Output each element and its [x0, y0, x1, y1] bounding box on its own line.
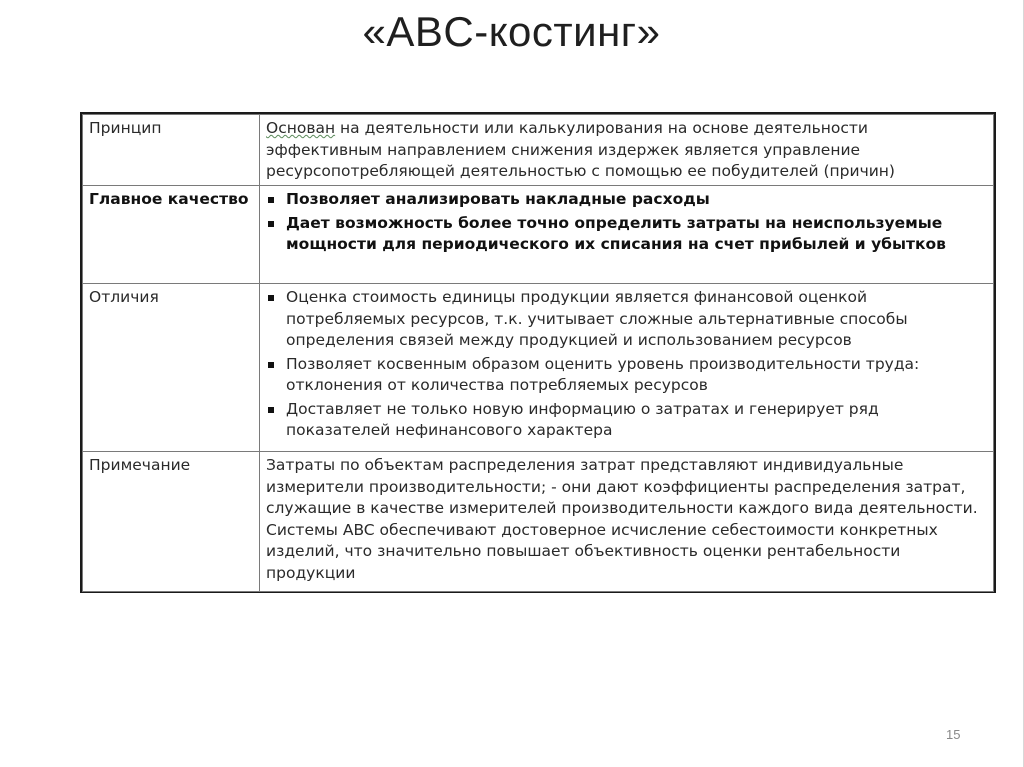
principle-text: на деятельности или калькулирования на основе деятельности эффективным направлением снижения издержек является управление ресурсопотребляющей деятельностью с помощью ее побудителей (причин)	[266, 119, 895, 180]
differences-list	[266, 287, 987, 442]
slide-title: «ABC-костинг»	[362, 8, 661, 55]
list-item: Позволяет анализировать накладные расходы	[266, 189, 987, 211]
row-header-differences: Отличия	[83, 284, 260, 452]
main-quality-list	[266, 189, 987, 256]
row-header-main-quality: Главное качество	[83, 186, 260, 284]
table-row	[83, 186, 994, 284]
row-content-differences	[260, 284, 994, 452]
comparison-table	[80, 112, 996, 593]
row-content-principle	[260, 115, 994, 186]
list-item: Оценка стоимость единицы продукции является финансовой оценкой потребляемых ресурсов, т.к. учитывает сложные альтернативные способы определения связей между продукцией и использованием ресурсов	[266, 287, 987, 352]
row-header-note: Примечание	[83, 452, 260, 592]
page-number: 15	[946, 727, 961, 742]
row-content-note: Затраты по объектам распределения затрат представляют индивидуальные измерители производительности; - они дают коэффициенты распределения затрат, служащие в качестве измерителей производительности каждого вида деятельности. Системы ABC обеспечивают достоверное исчисление себестоимости конкретных изделий, что значительно повышает объективность оценки рентабельности продукции	[260, 452, 994, 592]
table-row	[83, 452, 994, 592]
table-body	[82, 114, 994, 592]
list-item: Дает возможность более точно определить затраты на неиспользуемые мощности для периодического их списания на счет прибылей и убытков	[266, 213, 987, 256]
table-row	[83, 284, 994, 452]
principle-first-word: Основан	[266, 119, 336, 137]
list-item: Доставляет не только новую информацию о затратах и генерирует ряд показателей нефинансового характера	[266, 399, 987, 442]
table-row	[83, 115, 994, 186]
row-header-principle: Принцип	[83, 115, 260, 186]
row-content-main-quality	[260, 186, 994, 284]
list-item: Позволяет косвенным образом оценить уровень производительности труда: отклонения от количества потребляемых ресурсов	[266, 354, 987, 397]
